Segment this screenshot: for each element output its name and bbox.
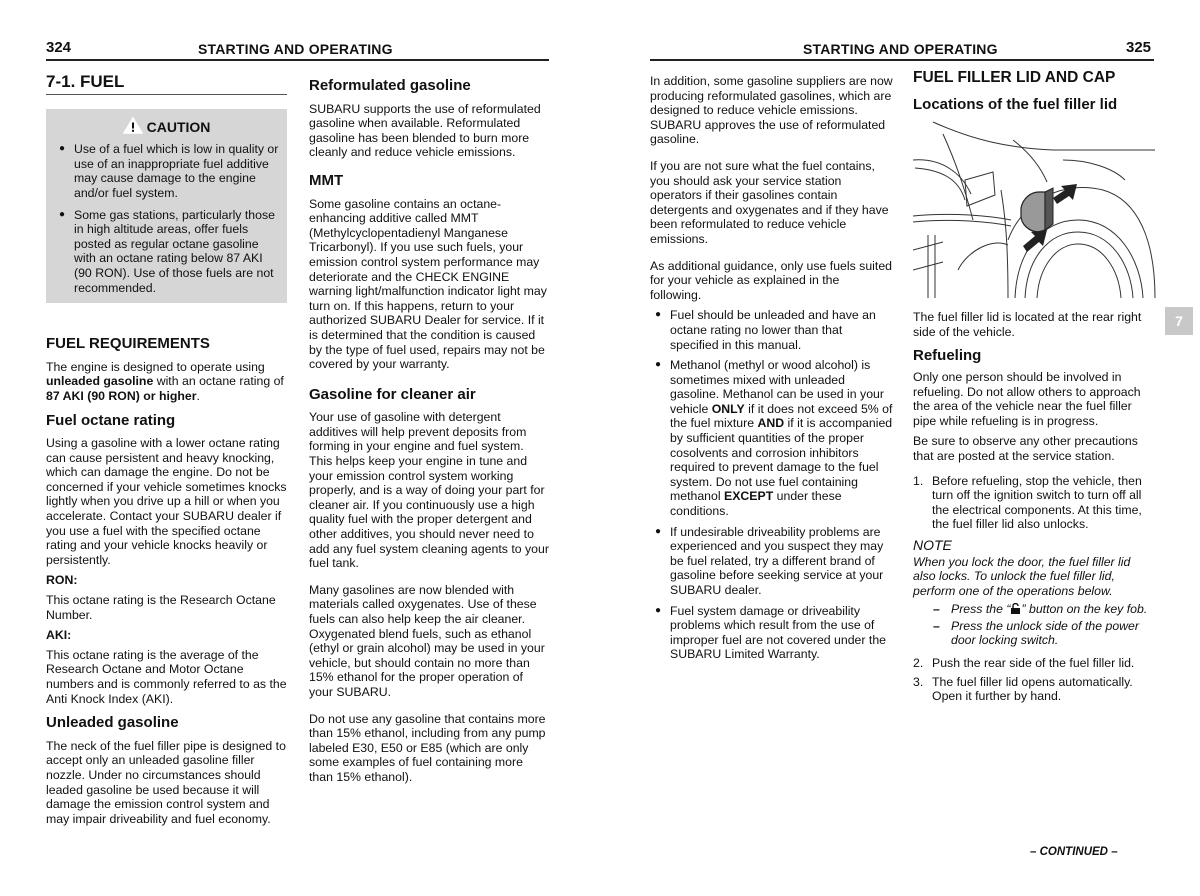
refueling-step: 1. Before refueling, stop the vehicle, then turn off the ignition switch to turn off all the electrical components. At this time, the fuel filler lid also unlocks.: [913, 473, 1142, 532]
cleaner-air-text-1: Your use of gasoline with detergent additives will help prevent deposits from forming in your engine and fuel system. This helps keep your engine in tune and your emission control system working properly, and is a way of doing your part for cleaner air. If you continuously use a high quality fuel with the proper detergent and other additives, you should never need to add any fuel system cleaning agents to your fuel tank.: [309, 410, 549, 571]
fuel-filler-lid-illustration: [913, 120, 1156, 298]
right-page-number: 325: [1126, 39, 1152, 56]
fuel-guidance-item: ● Fuel should be unleaded and have an octane rating no lower than that specified in this manual.: [650, 308, 893, 352]
mmt-heading: MMT: [309, 171, 344, 189]
unlock-key-icon: [1010, 603, 1021, 614]
fuel-guidance-item: ● If undesirable driveability problems are experienced and you suspect they may be fuel related, try a different brand of gasoline before seeking service at your SUBARU dealer.: [650, 525, 893, 598]
right-column-1: [650, 74, 893, 672]
aki-label: AKI:: [46, 628, 72, 643]
continued-label: – CONTINUED –: [1030, 846, 1118, 858]
left-page-number: 324: [46, 39, 72, 56]
warning-triangle-icon: [123, 117, 143, 134]
left-column-1: [46, 72, 287, 836]
ron-text: This octane rating is the Research Octane Number.: [46, 593, 276, 622]
right-page-header: STARTING AND OPERATING: [803, 41, 998, 57]
cleaner-air-text-3: Do not use any gasoline that contains more than 15% ethanol, including from any pump labeled E30, E50 or E85 (which are only some examples of fuel containing more than 15% ethanol).: [309, 711, 546, 784]
refueling-step: 3. The fuel filler lid opens automatically. Open it further by hand.: [913, 674, 1133, 704]
section-title-rule: [46, 94, 287, 95]
mmt-text: Some gasoline contains an octane-enhancing additive called MMT (Methylcyclopentadienyl Manganese Tricarbonyl). If you use such fuels, your emission control system performance may deteriorate and the CHECK ENGINE warning light/malfunction indicator light may turn on. If this happens, return to your authorized SUBARU Dealer for service. If it is determined that the condition is caused by the type of fuel used, repairs may not be covered by your warranty.: [309, 196, 547, 372]
cleaner-air-heading: Gasoline for cleaner air: [309, 385, 476, 403]
note-text: When you lock the door, the fuel filler lid also locks. To unlock the fuel filler lid, perform one of the operations below.: [913, 554, 1131, 598]
refueling-heading: Refueling: [913, 347, 982, 365]
refueling-text-1: Only one person should be involved in refueling. Do not allow others to approach the area of the vehicle near the fuel filler pipe while refueling is in progress.: [913, 369, 1141, 428]
refueling-text-2: Be sure to observe any other precautions that are posted at the service station.: [913, 434, 1138, 463]
right-header-rule: [650, 59, 1154, 61]
ron-label: RON:: [46, 573, 78, 588]
intro-text-3: As additional guidance, only use fuels suited for your vehicle as explained in the following.: [650, 258, 892, 302]
octane-rating-heading: Fuel octane rating: [46, 411, 176, 429]
fuel-guidance-item: ● Fuel system damage or driveability problems which result from the use of improper fuel are not covered under the SUBARU Limited Warranty.: [650, 604, 893, 662]
filler-lid-caption: The fuel filler lid is located at the rear right side of the vehicle.: [913, 310, 1142, 339]
caution-title: CAUTION: [146, 118, 211, 135]
left-header-rule: [46, 59, 549, 61]
right-column-2: [913, 71, 1156, 710]
fuel-requirements-heading: FUEL REQUIREMENTS: [46, 335, 210, 353]
unlock-option: – Press the “ ” button on the key fob.: [913, 602, 1156, 617]
left-page-header: STARTING AND OPERATING: [198, 41, 393, 57]
filler-lid-heading: FUEL FILLER LID AND CAP: [913, 69, 1116, 86]
octane-rating-text: Using a gasoline with a lower octane rating can cause persistent and heavy knocking, which can damage the engine. Do not be concerned if your vehicle sometimes knocks lightly when you drive up a hill or when you accelerate. Contact your SUBARU dealer if you use a fuel with the specified octane rating and your vehicle knocks heavily or persistently.: [46, 436, 287, 567]
note-heading: NOTE: [913, 536, 952, 553]
unleaded-heading: Unleaded gasoline: [46, 714, 179, 732]
fuel-guidance-item: ● Methanol (methyl or wood alcohol) is sometimes mixed with unleaded gasoline. Methanol can be used in your vehicle ONLY if it does not exceed 5% of the fuel mixture AND if it is accompanied by sufficient quantities of the proper cosolvents and corrosion inhibitors required to prevent damage to the fuel system. Do not use fuel containing methanol EXCEPT under these conditions.: [650, 358, 893, 519]
chapter-tab[interactable]: 7: [1165, 307, 1193, 335]
intro-text-2: If you are not sure what the fuel contains, you should ask your service station operators if their gasolines contain detergents and oxygenates and if they have been reformulated to reduce vehicle emissions.: [650, 158, 889, 246]
filler-locations-heading: Locations of the fuel filler lid: [913, 95, 1118, 113]
unleaded-text: The neck of the fuel filler pipe is designed to accept only an unleaded gasoline filler nozzle. Under no circumstances should leaded gasoline be used because it will damage the emission control system and may impair driveability and fuel economy.: [46, 738, 286, 826]
left-column-2: [309, 79, 550, 795]
reformulated-heading: Reformulated gasoline: [309, 77, 471, 94]
refueling-step: 2. Push the rear side of the fuel filler lid.: [913, 656, 1135, 671]
caution-item: ● Use of a fuel which is low in quality or use of an inappropriate fuel additive may cause damage to the engine and/or fuel system.: [54, 142, 279, 200]
intro-text-1: In addition, some gasoline suppliers are now producing reformulated gasolines, which are designed to reduce vehicle emissions. SUBARU approves the use of reformulated gasoline.: [650, 74, 893, 147]
caution-box: [46, 109, 287, 304]
cleaner-air-text-2: Many gasolines are now blended with materials called oxygenates. Use of these fuels can also help keep the air cleaner. Oxygenated blend fuels, such as ethanol (ethyl or grain alcohol) may be used in your vehicle, but should contain no more than 15% ethanol for the proper operation of your SUBARU.: [309, 582, 545, 699]
reformulated-text: SUBARU supports the use of reformulated gasoline when available. Reformulated gasoline has been blended to burn more cleanly and reduce vehicle emissions.: [309, 101, 541, 160]
caution-heading: [54, 117, 279, 135]
aki-text: This octane rating is the average of the Research Octane and Motor Octane numbers and is commonly referred to as the Anti Knock Index (AKI).: [46, 647, 287, 706]
caution-item: ● Some gas stations, particularly those in high altitude areas, offer fuels posted as regular octane gasoline with an octane rating below 87 AKI (90 RON). Use of those fuels are not recommended.: [54, 208, 279, 296]
section-title: 7-1. FUEL: [46, 72, 125, 91]
unlock-option: – Press the unlock side of the power door locking switch.: [913, 619, 1156, 648]
fuel-requirements-text: The engine is designed to operate using unleaded gasoline with an octane rating of 87 AKI (90 RON) or higher.: [46, 359, 284, 403]
